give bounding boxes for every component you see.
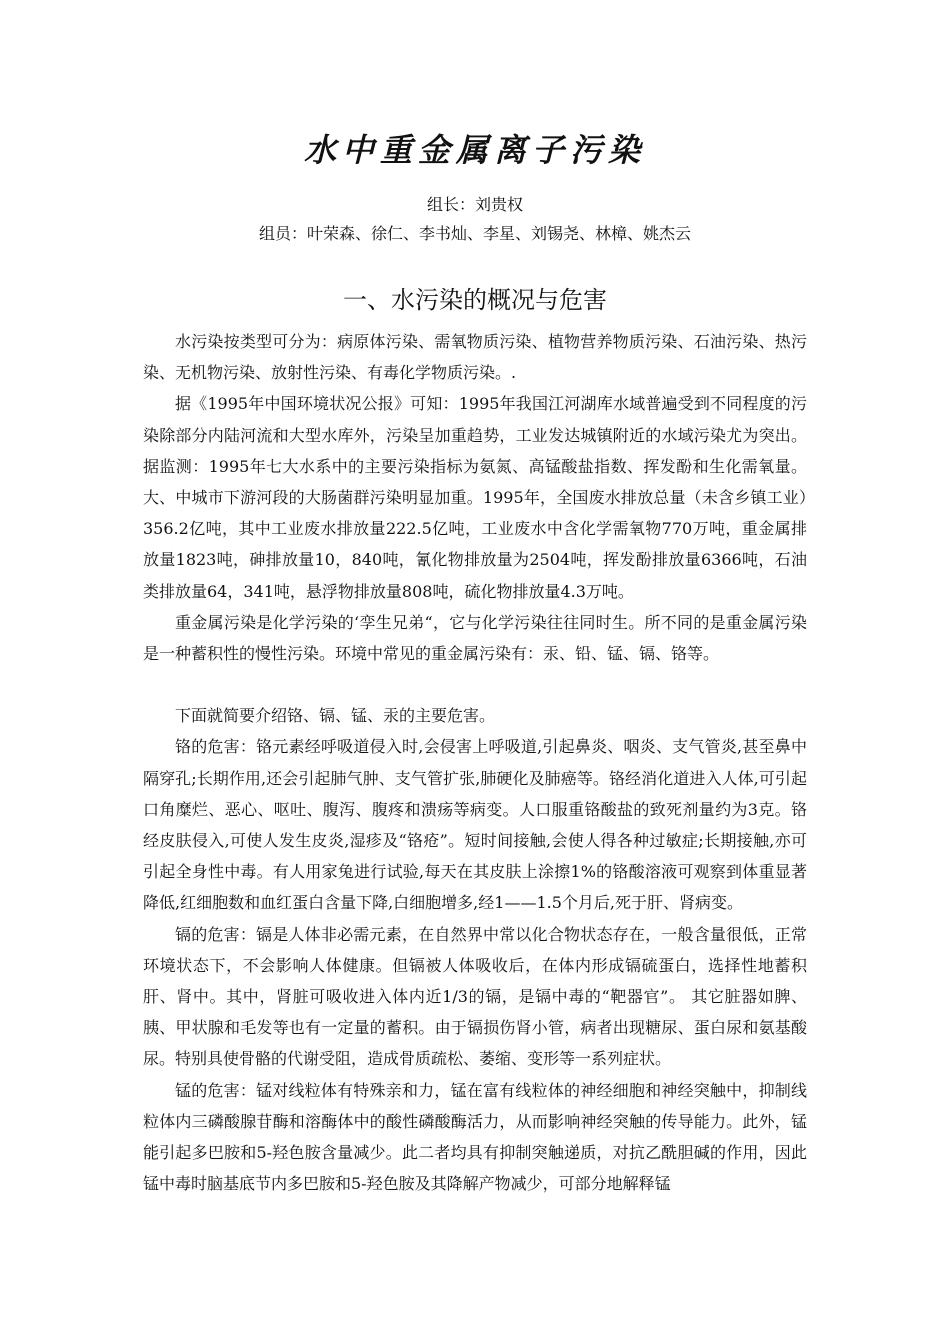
section-heading: 一、水污染的概况与危害 xyxy=(343,286,607,314)
paragraph-manganese: 锰的危害：锰对线粒体有特殊亲和力，锰在富有线粒体的神经细胞和神经突触中，抑制线粒体内三磷酸腺苷酶和溶酶体中的酸性磷酸酶活力，从而影响神经突触的传导能力。此外，锰能引起多巴胺和5-羟色胺含量减少。此二者均具有抑制突触递质，对抗乙酰胆碱的作用，因此锰中毒时脑基底节内多巴胺和5-羟色胺及其降解产物减少，可部分地解释锰 xyxy=(143,1080,807,1194)
document-title: 水中重金属离子污染 xyxy=(303,131,646,169)
paragraph-1995-report: 据《1995年中国环境状况公报》可知：1995年我国江河湖库水域普遍受到不同程度的污染除部分内陆河流和大型水库外，污染呈加重趋势，工业发达城镇附近的水域污染尤为突出。据监测：1995年七大水系中的主要污染指标为氨氮、高锰酸盐指数、挥发酚和生化需氧量。大、中城市下游河段的大肠菌群污染明显加重。1995年，全国废水排放总量（未含乡镇工业）356.2亿吨，其中工业废水排放量222.5亿吨，工业废水中含化学需氧物770万吨，重金属排放量1823吨，砷排放量10，840吨，氰化物排放量为2504吨，挥发酚排放量6366吨，石油类排放量64，341吨，悬浮物排放量808吨，硫化物排放量4.3万吨。 xyxy=(143,394,807,601)
paragraph-cadmium: 镉的危害：镉是人体非必需元素，在自然界中常以化合物状态存在，一般含量很低，正常环境状态下，不会影响人体健康。但镉被人体吸收后，在体内形成镉硫蛋白，选择性地蓄积肝、肾中。其中，肾脏可吸收进入体内近1/3的镉，是镉中毒的“靶器官”。 其它脏器如脾、胰、甲状腺和毛发等也有一定量的蓄积。由于镉损伤肾小管，病者出现糖尿、蛋白尿和氨基酸尿。特别具使骨骼的代谢受阻，造成骨质疏松、萎缩、变形等一系列症状。 xyxy=(143,924,807,1069)
paragraph-chromium: 铬的危害：铬元素经呼吸道侵入时,会侵害上呼吸道,引起鼻炎、咽炎、支气管炎,甚至鼻中隔穿孔;长期作用,还会引起肺气肿、支气管扩张,肺硬化及肺癌等。铬经消化道进入人体,可引起口角糜烂、恶心、呕吐、腹泻、腹疼和溃疡等病变。人口服重铬酸盐的致死剂量约为3克。铬经皮肤侵入,可使人发生皮炎,湿疹及“铬疮”。短时间接触,会使人得各种过敏症;长期接触,亦可引起全身性中毒。有人用家兔进行试验,每天在其皮肤上涂擦1%的铬酸溶液可观察到体重显著降低,红细胞数和血红蛋白含量下降,白细胞增多,经1——1.5个月后,死于肝、肾病变。 xyxy=(143,737,807,913)
group-leader: 组长：刘贵权 xyxy=(426,195,523,214)
group-members: 组员：叶荣森、徐仁、李书灿、李星、刘锡尧、林樟、姚杰云 xyxy=(258,224,691,243)
paragraph-heavy-metal-intro: 重金属污染是化学污染的‘孪生兄弟“，它与化学污染往往同时生。所不同的是重金属污染是一种蓄积性的慢性污染。环境中常见的重金属污染有：汞、铅、锰、镉、铬等。 xyxy=(143,612,807,664)
paragraph-hazards-intro: 下面就简要介绍铬、镉、锰、汞的主要危害。 xyxy=(175,706,496,726)
paragraph-pollution-types: 水污染按类型可分为：病原体污染、需氧物质污染、植物营养物质污染、石油污染、热污染、无机物污染、放射性污染、有毒化学物质污染。. xyxy=(143,332,807,383)
blank-line xyxy=(143,669,807,700)
